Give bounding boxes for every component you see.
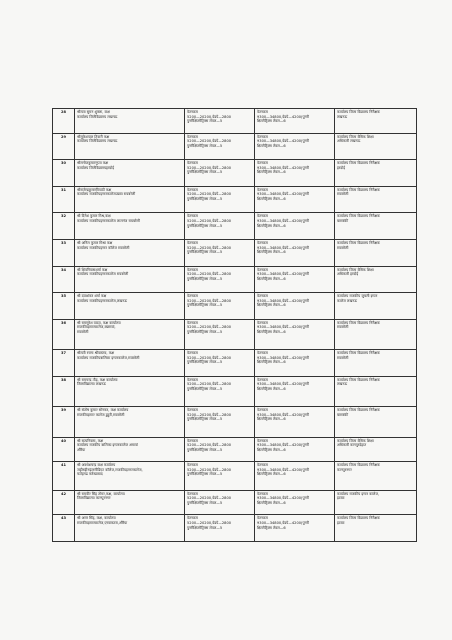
promoted-pay-scale-cell: वेतनक्रम 9300—34800,ग्रेडपे—4200(पुनरी क्षितमैट्रिक्स लेवल—6: [255, 160, 335, 187]
current-pay-scale-cell: वेतनक्रम 5200—20200,ग्रेडपे—2800 पुनरीक्षितमैट्रिक्स लेवल—5: [185, 109, 255, 134]
employee-name-office-cell: श्री रामसुरेश यादव, कक्ष कार्यालय राजकीयइण्टरकालेज,बछरावां, रायबरेली: [75, 319, 185, 349]
current-pay-scale-cell: वेतनक्रम 5200—20200,ग्रेडपे—2800 पुनरीक्षितमैट्रिक्स लेवल—5: [185, 515, 255, 542]
row-number-cell: 43: [53, 515, 75, 542]
row-number-cell: 41: [53, 462, 75, 491]
employee-name-office-cell: श्री अनिल कुमार मिश्रा कक्ष कार्यालय राजकीयइण्टर कॉलेज रायबरेली: [75, 240, 185, 267]
table-row: [53, 133, 417, 160]
posting-office-cell: कार्यालय जिला बेसिक शिक्षा अधिकारी लखनऊ: [335, 133, 417, 160]
current-pay-scale-cell: वेतनक्रम 5200—20200,ग्रेडपे—2800 पुनरीक्षितमैट्रिक्स लेवल—5: [185, 133, 255, 160]
row-number-cell: 28: [53, 109, 75, 134]
table-body: [53, 109, 417, 542]
current-pay-scale-cell: वेतनक्रम 5200—20200,ग्रेडपे—2800 पुनरीक्षितमैट्रिक्स लेवल—5: [185, 462, 255, 491]
current-pay-scale-cell: वेतनक्रम 5200—20200,ग्रेडपे—2800 पुनरीक्षितमैट्रिक्स लेवल—5: [185, 437, 255, 462]
employee-name-office-cell: श्रीमता सुमन शुक्ला, कक्ष कार्यालय जिलेविद्यालय लखनऊ: [75, 109, 185, 134]
current-pay-scale-cell: वेतनक्रम 5200—20200,ग्रेडपे—2800 पुनरीक्षितमैट्रिक्स लेवल—5: [185, 266, 255, 293]
row-number-cell: 37: [53, 350, 75, 377]
row-number-cell: 42: [53, 490, 75, 515]
employee-name-office-cell: श्री शिवनिवासशर्मा कक्ष कार्यालय राजकीयइण्टरकालेज रायबरेली: [75, 266, 185, 293]
promoted-pay-scale-cell: वेतनक्रम 9300—34800,ग्रेडपे—4200(पुनरी क्षितमैट्रिक्स लेवल—6: [255, 186, 335, 213]
posting-office-cell: कार्यालय जिला विद्यालय निरीक्षक रायबरेली: [335, 319, 417, 349]
employee-name-office-cell: श्रीमनोजकुमारगुप्ता कक्ष कार्यालय जिलेविद्यालयहरदोई: [75, 160, 185, 187]
current-pay-scale-cell: वेतनक्रम 5200—20200,ग्रेडपे—2800 पुनरीक्षितमैट्रिक्स लेवल—5: [185, 160, 255, 187]
row-number-cell: 38: [53, 376, 75, 406]
promoted-pay-scale-cell: वेतनक्रम 9300—34800,ग्रेडपे—4200(पुनरी क्षितमैट्रिक्स लेवल—6: [255, 437, 335, 462]
table-row: [53, 350, 417, 377]
row-number-cell: 32: [53, 213, 75, 240]
table-row: [53, 462, 417, 491]
table-row: [53, 490, 417, 515]
promoted-pay-scale-cell: वेतनक्रम 9300—34800,ग्रेडपे—4200(पुनरी क्षितमैट्रिक्स लेवल—6: [255, 133, 335, 160]
promoted-pay-scale-cell: वेतनक्रम 9300—34800,ग्रेडपे—4200(पुनरी क्षितमैट्रिक्स लेवल—6: [255, 293, 335, 320]
employee-name-office-cell: श्री संतोष कुमार सोनकर, कक्ष कार्यालय राजकीयइण्टर कालेज डुहुरी,रायबरेली: [75, 407, 185, 437]
promoted-pay-scale-cell: वेतनक्रम 9300—34800,ग्रेडपे—4200(पुनरी क्षितमैट्रिक्स लेवल—6: [255, 240, 335, 267]
table-row: [53, 319, 417, 349]
current-pay-scale-cell: वेतनक्रम 5200—20200,ग्रेडपे—2800 पुनरीक्षितमैट्रिक्स लेवल—5: [185, 350, 255, 377]
posting-office-cell: कार्यालय जिला बेसिक शिक्षा अधिकारी हरदोई: [335, 266, 417, 293]
row-number-cell: 30: [53, 160, 75, 187]
current-pay-scale-cell: वेतनक्रम 5200—20200,ग्रेडपे—2800 पुनरीक्षितमैट्रिक्स लेवल—5: [185, 490, 255, 515]
current-pay-scale-cell: वेतनक्रम 5200—20200,ग्रेडपे—2800 पुनरीक्षितमैट्रिक्स लेवल—5: [185, 407, 255, 437]
posting-office-cell: कार्यालय जिला बेसिक शिक्षा अधिकारी कानपुरदेहात: [335, 437, 417, 462]
table-row: [53, 376, 417, 406]
row-number-cell: 40: [53, 437, 75, 462]
promoted-pay-scale-cell: वेतनक्रम 9300—34800,ग्रेडपे—4200(पुनरी क्षितमैट्रिक्स लेवल—6: [255, 319, 335, 349]
table-row: [53, 266, 417, 293]
posting-office-cell: कार्यालय जिला विद्यालय निरीक्षक इटावा: [335, 515, 417, 542]
promoted-pay-scale-cell: वेतनक्रम 9300—34800,ग्रेडपे—4200(पुनरी क्षितमैट्रिक्स लेवल—6: [255, 515, 335, 542]
row-number-cell: 39: [53, 407, 75, 437]
employee-name-office-cell: श्री रामचन्द्र तौड़, कक्ष कार्यालय जिलाविद्यालय लखनऊ: [75, 376, 185, 406]
table-row: [53, 186, 417, 213]
employee-name-office-cell: श्रीमुकेशपाल तिवारी कक्ष कार्यालय जिलेविद्यालय लखनऊ: [75, 133, 185, 160]
promoted-pay-scale-cell: वेतनक्रम 9300—34800,ग्रेडपे—4200(पुनरी क्षितमैट्रिक्स लेवल—6: [255, 350, 335, 377]
promoted-pay-scale-cell: वेतनक्रम 9300—34800,ग्रेडपे—4200(पुनरी क्षितमैट्रिक्स लेवल—6: [255, 213, 335, 240]
employee-name-office-cell: श्री अवधेशचन्द्र कक्ष कार्यालय जहीरुद्दीनइंटरमीडिएट कॉलेज,राजकीयइण्टरकालेज, फतेहगढ फर्रुखाबाद: [75, 462, 185, 491]
table-row: [53, 293, 417, 320]
table-row: [53, 109, 417, 134]
posting-office-cell: कार्यालय जिला विद्यालय निरीक्षक रायबरेली: [335, 240, 417, 267]
posting-office-cell: कार्यालय जिला विद्यालय निरीक्षक बाराबंकी: [335, 407, 417, 437]
promoted-pay-scale-cell: वेतनक्रम 9300—34800,ग्रेडपे—4200(पुनरी क्षितमैट्रिक्स लेवल—6: [255, 462, 335, 491]
promoted-pay-scale-cell: वेतनक्रम 9300—34800,ग्रेडपे—4200(पुनरी क्षितमैट्रिक्स लेवल—6: [255, 407, 335, 437]
posting-office-cell: कार्यालय जिला विद्यालय निरीक्षक लखनऊ: [335, 376, 417, 406]
promoted-pay-scale-cell: वेतनक्रम 9300—34800,ग्रेडपे—4200(पुनरी क्षितमैट्रिक्स लेवल—6: [255, 109, 335, 134]
row-number-cell: 36: [53, 319, 75, 349]
current-pay-scale-cell: वेतनक्रम 5200—20200,ग्रेडपे—2800 पुनरीक्षितमैट्रिक्स लेवल—5: [185, 293, 255, 320]
row-number-cell: 31: [53, 186, 75, 213]
employee-name-office-cell: श्री अमर सिंह, कक्ष, कार्यालय राजकीयइण्टरकालेज,एरवाकटरा,औरैया: [75, 515, 185, 542]
current-pay-scale-cell: वेतनक्रम 5200—20200,ग्रेडपे—2800 पुनरीक्षितमैट्रिक्स लेवल—5: [185, 319, 255, 349]
promoted-pay-scale-cell: वेतनक्रम 9300—34800,ग्रेडपे—4200(पुनरी क्षितमैट्रिक्स लेवल—6: [255, 490, 335, 515]
posting-office-cell: कार्यालय जिला विद्यालय निरीक्षक बाराबंकी: [335, 213, 417, 240]
row-number-cell: 29: [53, 133, 75, 160]
posting-office-cell: कार्यालय जिला विद्यालय निरीक्षक रायबरेली: [335, 350, 417, 377]
posting-office-cell: कार्यालय राजकीय इण्टर कालेज, इटावा: [335, 490, 417, 515]
employee-name-office-cell: श्री दयाशंकर शर्मा कक्ष कार्यालय राजकीयइण्टरकालेज,लखनऊ: [75, 293, 185, 320]
posting-office-cell: कार्यालय जिला विद्यालय निरीक्षक रायबरेली: [335, 186, 417, 213]
employee-name-office-cell: श्रीराजेन्द्रकुमारत्रिपाठी कक्ष कार्यालय राजकीयइण्टरकालेजउन्नाव रायबरेली: [75, 186, 185, 213]
current-pay-scale-cell: वेतनक्रम 5200—20200,ग्रेडपे—2800 पुनरीक्षितमैट्रिक्स लेवल—5: [185, 376, 255, 406]
posting-office-cell: कार्यालय जिला विद्यालय निरीक्षक हरदोई: [335, 160, 417, 187]
transfer-table: [52, 108, 417, 542]
employee-name-office-cell: श्रीमती रचना श्रीवास्तव, कक्ष कार्यालय राजकीयबालिका इण्टरकालेज,रायबरेली: [75, 350, 185, 377]
posting-office-cell: कार्यालय राजकीय जुबली इण्टर कालेज लखनऊ: [335, 293, 417, 320]
table-row: [53, 407, 417, 437]
current-pay-scale-cell: वेतनक्रम 5200—20200,ग्रेडपे—2800 पुनरीक्षितमैट्रिक्स लेवल—5: [185, 213, 255, 240]
current-pay-scale-cell: वेतनक्रम 5200—20200,ग्रेडपे—2800 पुनरीक्षितमैट्रिक्स लेवल—5: [185, 186, 255, 213]
promoted-pay-scale-cell: वेतनक्रम 9300—34800,ग्रेडपे—4200(पुनरी क्षितमैट्रिक्स लेवल—6: [255, 266, 335, 293]
table-row: [53, 160, 417, 187]
employee-name-office-cell: श्री रामवीर सिंह तोमर,कक्ष, कार्यालय जिलाविद्यालय कानपुरनगर: [75, 490, 185, 515]
table-row: [53, 240, 417, 267]
table-row: [53, 213, 417, 240]
row-number-cell: 35: [53, 293, 75, 320]
posting-office-cell: कार्यालय जिला विद्यालय निरीक्षक लखनऊ: [335, 109, 417, 134]
table-row: [53, 437, 417, 462]
promoted-pay-scale-cell: वेतनक्रम 9300—34800,ग्रेडपे—4200(पुनरी क्षितमैट्रिक्स लेवल—6: [255, 376, 335, 406]
row-number-cell: 33: [53, 240, 75, 267]
current-pay-scale-cell: वेतनक्रम 5200—20200,ग्रेडपे—2800 पुनरीक्षितमैट्रिक्स लेवल—5: [185, 240, 255, 267]
posting-office-cell: कार्यालय जिला विद्यालय निरीक्षक कानपुरनगर: [335, 462, 417, 491]
table-row: [53, 515, 417, 542]
employee-name-office-cell: श्री सत्यनिवास, कक्ष कार्यालय राजकीय बालिका इण्टरकालेज अमावां औरैया: [75, 437, 185, 462]
employee-name-office-cell: श्री दिनेश कुमार मिश्र,कक्ष कार्यालय राजकीयइण्टरकालेज लालगंज रायबरेली: [75, 213, 185, 240]
row-number-cell: 34: [53, 266, 75, 293]
